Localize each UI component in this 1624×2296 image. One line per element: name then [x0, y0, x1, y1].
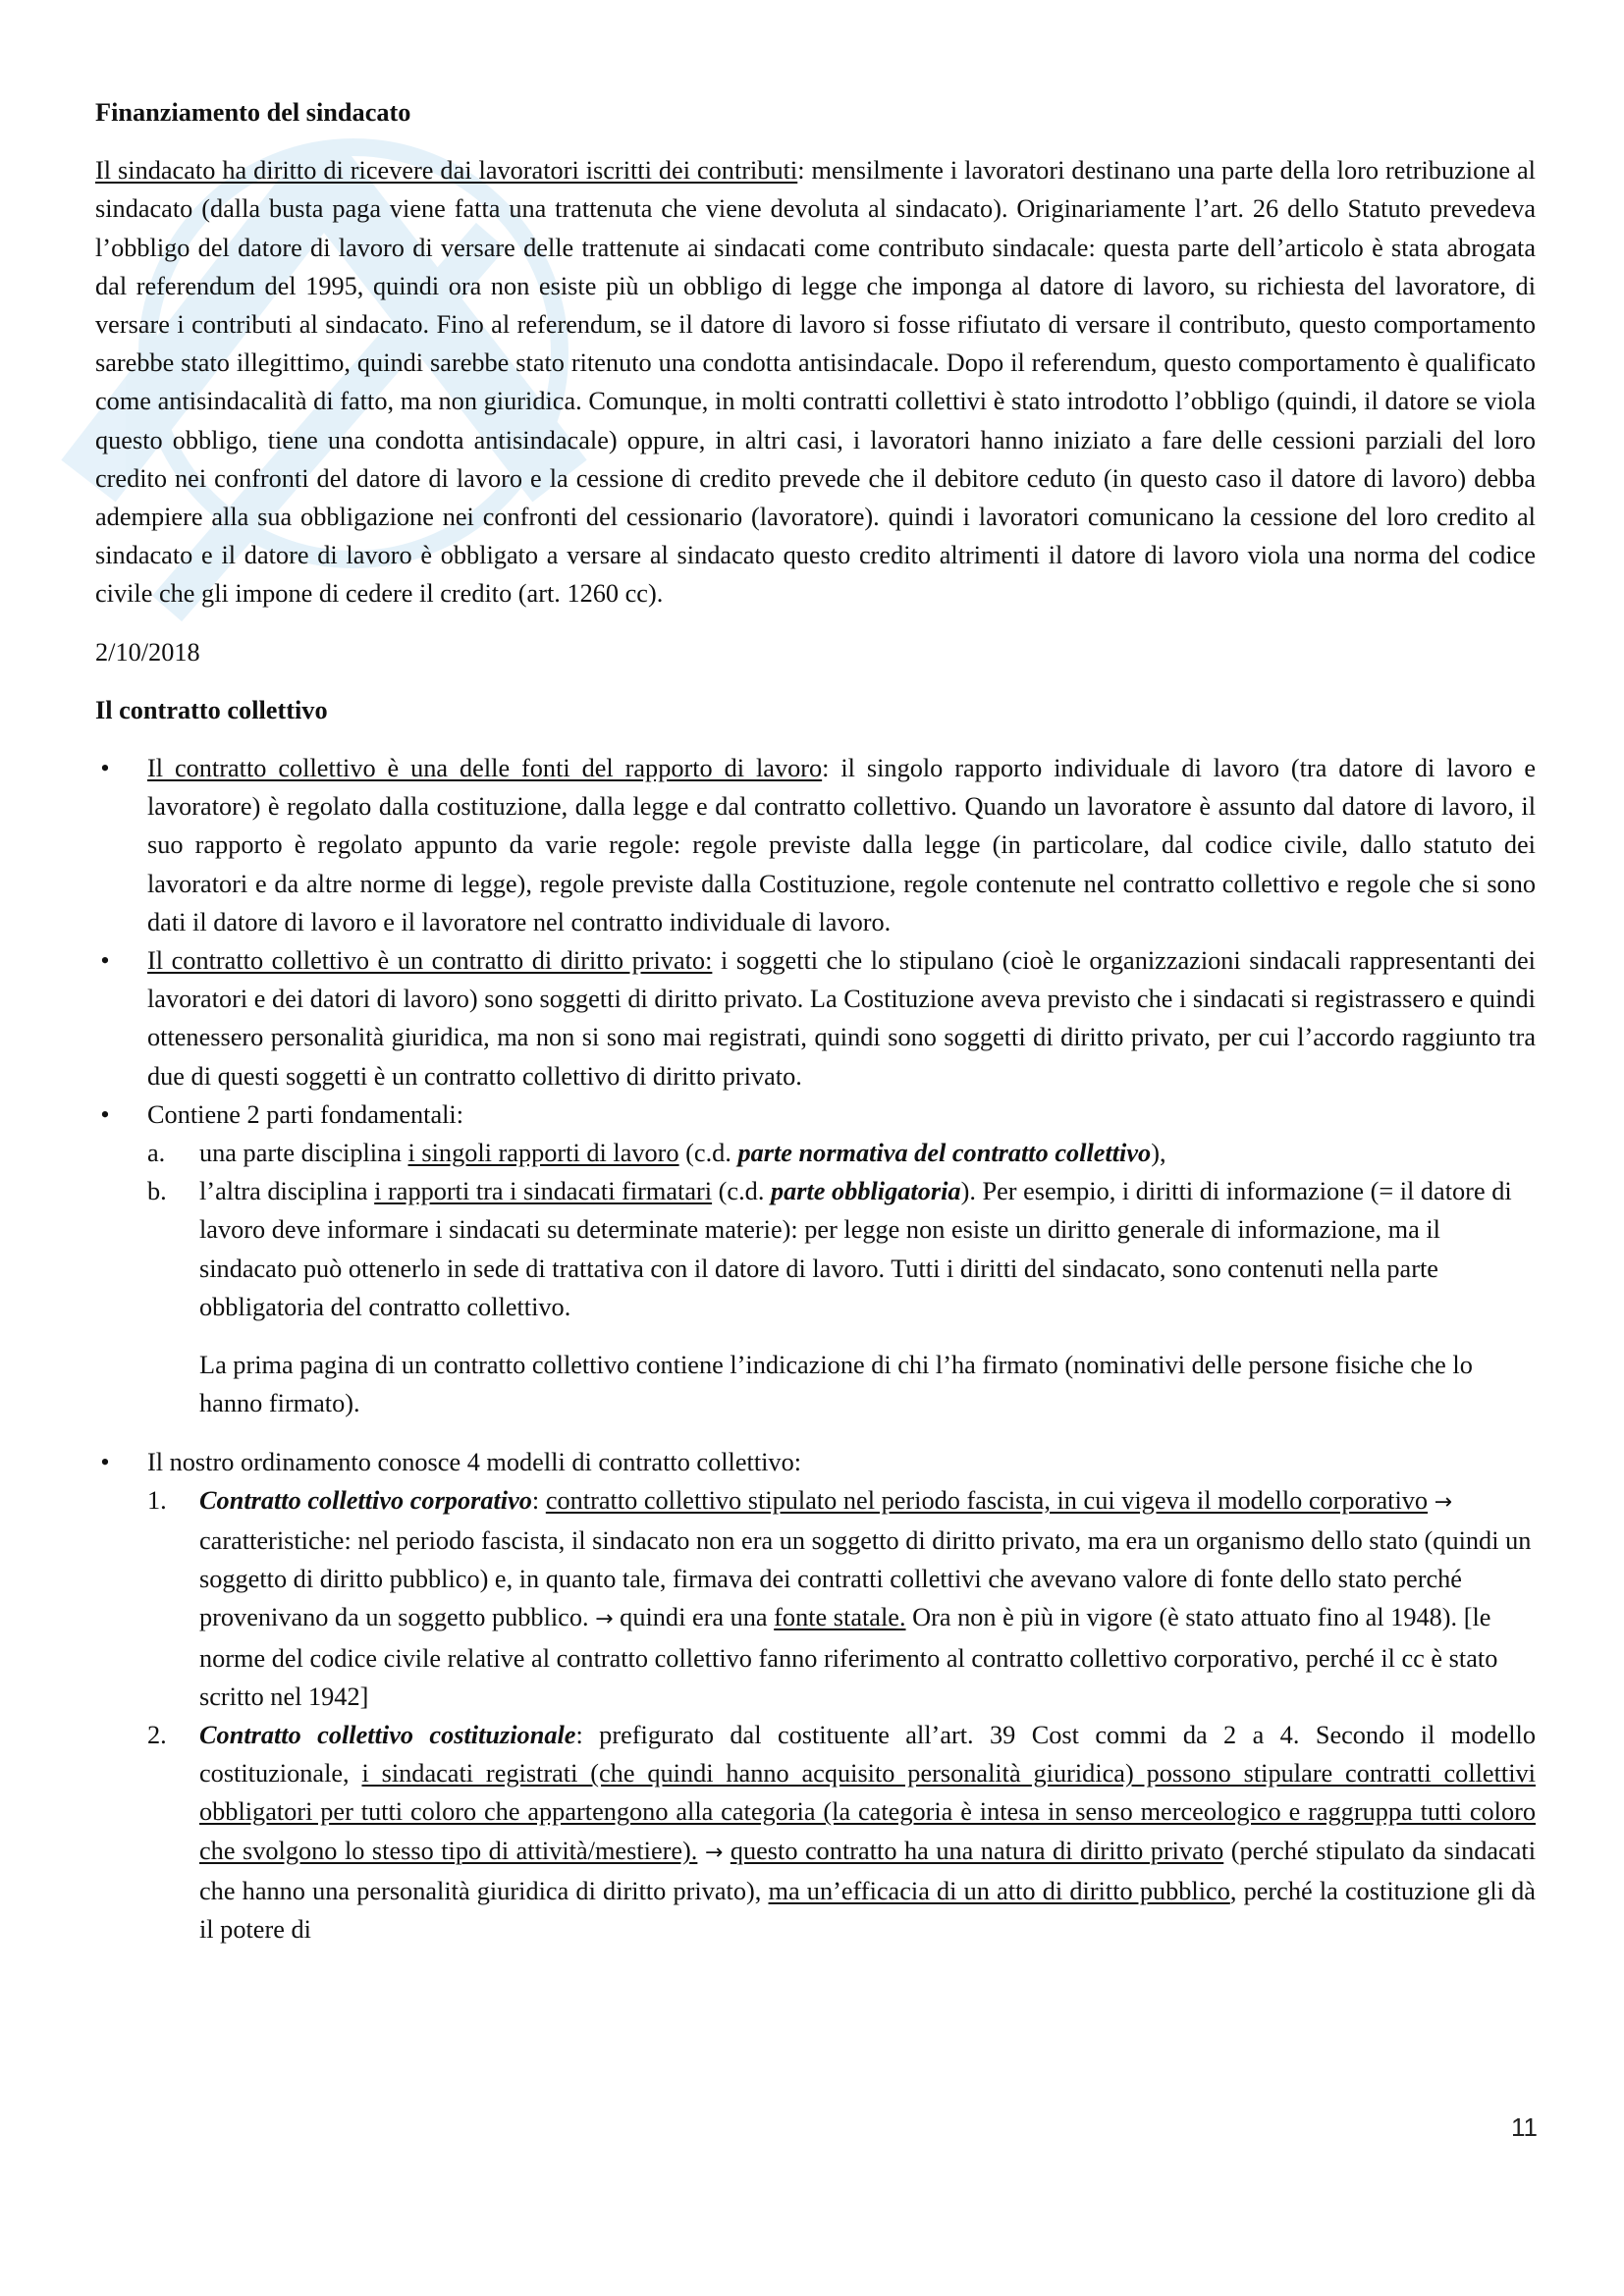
text-run: una parte disciplina: [199, 1139, 408, 1168]
text-run: (c.d.: [712, 1177, 771, 1206]
sub-list-item: [147, 1134, 1536, 1172]
text-run: : mensilmente i lavoratori destinano una parte della loro retribuzione al sindacato (dalla busta paga viene fatta una trattenuta che viene devoluta al sindacato). Originariamente l’art. 26 dello Statuto prevedeva l’obbligo del datore di lavoro di versare delle trattenute ai sindacati come contributo sindacale: questa parte dell’articolo è stata abrogata dal referendum del 1995, quindi ora non esiste più un obbligo di legge che imponga al datore di lavoro, su richiesta del lavoratore, di versare i contributi al sindacato. Fino al referendum, se il datore di lavoro si fosse rifiutato di versare il contributo, questo comportamento sarebbe stato illegittimo, quindi sarebbe stato ritenuto una condotta antisindacale. Dopo il referendum, questo comportamento è qualificato come antisindacalità di fatto, ma non giuridica. Comunque, in molti contratti collettivi è stato introdotto l’obbligo (quindi, il datore se viola questo obbligo, tiene una condotta antisindacale) oppure, in altri casi, i lavoratori hanno iniziato a fare delle cessioni parziali del loro credito nei confronti del datore di lavoro e la cessione di credito prevede che il debitore ceduto (in questo caso il datore di lavoro) debba adempiere alla sua obbligazione nei confronti del cessionario (lavoratore). quindi i lavoratori comunicano la cessione del loro credito al sindacato e il datore di lavoro è obbligato a versare al sindacato questo credito altrimenti il datore di lavoro viola una norma del codice civile che gli impone di cedere il credito (art. 1260 cc).: [95, 156, 1536, 609]
note-paragraph: La prima pagina di un contratto collettivo contiene l’indicazione di chi l’ha firmato (nominativi delle persone fisiche che lo hanno firmato).: [199, 1351, 1473, 1418]
bullet-item: [95, 749, 1536, 941]
text-run: (c.d.: [678, 1139, 738, 1168]
document-body: [95, 93, 1536, 1949]
text-run: [723, 1837, 731, 1865]
paragraph-financing: [95, 151, 1536, 613]
section-heading: Il contratto collettivo: [95, 695, 328, 724]
text-run: caratteristiche: nel periodo fascista, il sindacato non era un soggetto di diritto privato, ma era un organismo dello stato (quindi un soggetto di diritto pubblico) e, in quanto tale, firmava dei contratti collettivi che avevano valore di fonte dello stato perché provenivano da un soggetto pubblico.: [199, 1525, 1532, 1632]
underlined-text: Il contratto collettivo è una delle fonti del rapporto di lavoro: [147, 754, 823, 783]
text-run: (perché stipulato da sindacati che hanno una personalità giuridica di diritto privato),: [199, 1836, 1536, 1905]
bullet-icon: •: [100, 1447, 110, 1476]
list-label: a.: [147, 1139, 166, 1168]
section-heading: Finanziamento del sindacato: [95, 98, 411, 127]
text-run: Contiene 2 parti fondamentali:: [147, 1099, 464, 1129]
underlined-text: fonte statale.: [774, 1603, 906, 1632]
date-label: 2/10/2018: [95, 637, 200, 667]
arrow-right-icon: →: [595, 1607, 614, 1632]
text-run: :: [531, 1485, 546, 1515]
text-run: , perché la costituzione gli dà il potere di: [199, 1876, 1536, 1944]
page-number: 11: [1511, 2112, 1538, 2142]
text-run: Il nostro ordinamento conosce 4 modelli di contratto collettivo:: [147, 1447, 802, 1476]
bullet-item: [95, 1095, 1536, 1423]
text-run: i soggetti che lo stipulano (cioè le organizzazioni sindacali rappresentanti dei lavoratori e dei datori di lavoro) sono soggetti di diritto privato. La Costituzione aveva previsto che i sindacati si registrassero e quindi ottenessero personalità giuridica, ma non si sono mai registrati, quindi sono soggetti di diritto privato, per cui l’accordo raggiunto tra due di questi soggetti è un contratto collettivo di diritto privato.: [147, 946, 1536, 1091]
underlined-text: Il contratto collettivo è un contratto di diritto privato:: [147, 946, 713, 976]
underlined-text: questo contratto ha una natura di diritto privato: [730, 1836, 1224, 1865]
arrow-right-icon: →: [704, 1840, 724, 1865]
underlined-text: ma un’efficacia di un atto di diritto pubblico: [768, 1876, 1230, 1905]
text-run: ),: [1151, 1139, 1166, 1168]
text-run: Ora non è più in vigore (è stato attuato fino al 1948). [le norme del codice civile relative al contratto collettivo fanno riferimento al contratto collettivo corporativo, perché il cc è stato scritto nel 1942]: [199, 1603, 1498, 1711]
list-label: 2.: [147, 1720, 167, 1749]
arrow-right-icon: →: [1434, 1489, 1453, 1515]
sub-list-item: [147, 1172, 1536, 1326]
underlined-text: contratto collettivo stipulato nel periodo fascista, in cui vigeva il modello corporativo: [545, 1485, 1429, 1515]
bold-italic-text: Contratto collettivo costituzionale: [199, 1720, 576, 1749]
underlined-text: i sindacati registrati (che quindi hanno acquisito personalità giuridica) possono stipulare contratti collettivi obbligatori per tutti coloro che appartengono alla categoria (la categoria è intesa in senso merceologico e raggruppa tutti coloro che svolgono lo stesso tipo di attività/mestiere).: [199, 1759, 1536, 1865]
bullet-item: [95, 1443, 1536, 1949]
bullet-item: [95, 941, 1536, 1095]
bold-italic-text: Contratto collettivo corporativo: [199, 1485, 532, 1515]
underlined-text: Il sindacato ha diritto di ricevere dai lavoratori iscritti dei contributi: [95, 156, 798, 186]
bold-italic-text: parte normativa del contratto collettivo: [737, 1139, 1152, 1168]
bullet-icon: •: [100, 754, 110, 783]
list-label: 1.: [147, 1485, 167, 1515]
numbered-list-item: [147, 1716, 1536, 1949]
text-run: : prefigurato dal costituente all’art. 39 Cost commi da 2 a 4. Secondo il modello costituzionale,: [199, 1720, 1536, 1789]
bold-italic-text: parte obbligatoria: [770, 1177, 961, 1206]
bullet-icon: •: [100, 946, 110, 976]
list-label: b.: [147, 1177, 167, 1206]
bullet-icon: •: [100, 1099, 110, 1129]
text-run: ). Per esempio, i diritti di informazione (= il datore di lavoro deve informare i sindacati su determinate materie): per legge non esiste un diritto generale di informazione, ma il sindacato può ottenerlo in sede di trattativa con il datore di lavoro. Tutti i diritti del sindacato, sono contenuti nella parte obbligatoria del contratto collettivo.: [199, 1177, 1512, 1321]
text-run: quindi era una: [613, 1603, 775, 1632]
text-run: : il singolo rapporto individuale di lavoro (tra datore di lavoro e lavoratore) è regolato dalla costituzione, dalla legge e dal contratto collettivo. Quando un lavoratore è assunto dal datore di lavoro, il suo rapporto è regolato appunto da varie regole: regole previste dalla legge (in particolare, dal codice civile, dallo statuto dei lavoratori e da altre norme di legge), regole previste dalla Costituzione, regole contenute nel contratto collettivo e regole che si sono dati il datore di lavoro e il lavoratore nel contratto individuale di lavoro.: [147, 754, 1536, 936]
underlined-text: i rapporti tra i sindacati firmatari: [374, 1177, 713, 1206]
text-run: l’altra disciplina: [199, 1177, 375, 1206]
numbered-list-item: [147, 1481, 1536, 1716]
underlined-text: i singoli rapporti di lavoro: [407, 1139, 679, 1168]
